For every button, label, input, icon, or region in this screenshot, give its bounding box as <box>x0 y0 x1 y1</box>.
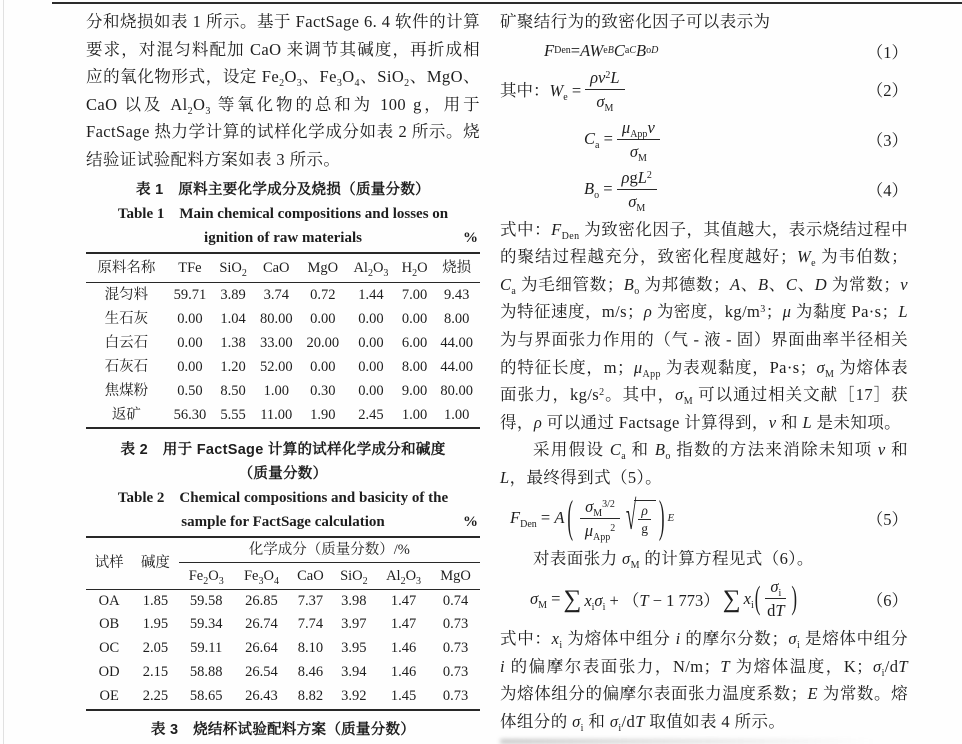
table-cell: 44.00 <box>440 358 473 375</box>
table-cell: 0.30 <box>310 382 336 399</box>
table-cell: 8.46 <box>297 663 324 680</box>
table-cell: 石灰石 <box>104 358 149 375</box>
table-cell: 0.00 <box>310 358 336 375</box>
table-cell: 1.85 <box>142 592 169 609</box>
table-cell: OE <box>99 687 119 704</box>
table-cell: 0.00 <box>358 334 384 351</box>
equation-body: F Den = AW e B C a C B o D <box>544 40 659 60</box>
table-cell: 26.74 <box>245 616 278 633</box>
column-header: 烧损 <box>433 253 480 283</box>
column-header: $Al_2O_3$ <box>346 253 396 283</box>
table-row <box>86 613 480 637</box>
table-row <box>86 282 480 307</box>
table-cell: 1.38 <box>220 334 246 351</box>
equation-number: （6） <box>866 590 908 610</box>
table-cell: 1.95 <box>142 616 169 633</box>
fraction-denominator: $\sigma_M$ <box>628 191 646 214</box>
equation-1 <box>500 39 908 63</box>
spanner-header: 化学成分（质量分数）/% <box>179 537 480 563</box>
equation-lhs: $\sigma_M$ = <box>530 588 561 611</box>
table1-caption-en-line2 <box>86 226 480 250</box>
table-cell: 3.74 <box>263 286 289 303</box>
table-cell: 7.00 <box>401 286 428 303</box>
table-cell: 7.37 <box>297 592 324 609</box>
equation-6 <box>500 575 908 622</box>
summation-sign: ∑ <box>722 585 741 613</box>
table-cell: 1.46 <box>390 640 417 657</box>
column-header: SiO$_2$ <box>332 562 376 589</box>
fraction <box>617 167 657 212</box>
table-cell: 0.73 <box>442 663 469 680</box>
table-cell: 2.15 <box>142 663 169 680</box>
table-row <box>86 589 480 613</box>
table-cell: 8.00 <box>444 310 470 327</box>
lead-sentence: 矿聚结行为的致密化因子可以表示为 <box>500 12 771 31</box>
table-cell: 26.43 <box>245 687 278 704</box>
table-cell: 3.94 <box>341 663 367 680</box>
right-parenthesis: ) <box>791 579 797 616</box>
table-cell: 1.00 <box>444 406 470 423</box>
left-column <box>86 8 480 744</box>
table-cell: 56.30 <box>173 406 207 423</box>
summation-sign: ∑ <box>563 585 582 613</box>
table-cell: 11.00 <box>260 406 293 423</box>
caption-text: ignition of raw materials <box>204 229 362 246</box>
table-cell: 1.00 <box>401 406 428 423</box>
table-cell: 3.98 <box>341 592 367 609</box>
table-row <box>86 307 480 331</box>
table1-captions <box>86 178 480 250</box>
table-cell: 8.82 <box>297 687 324 704</box>
table-header-row <box>86 537 480 563</box>
left-parenthesis: ( <box>567 491 574 543</box>
table-cell: 0.00 <box>177 334 203 351</box>
table-cell: 白云石 <box>104 334 149 351</box>
radical-sign: √ <box>625 494 637 540</box>
column-header: SiO$_2$ <box>213 253 253 283</box>
assumption-paragraph: 采用假设 $C_a$ 和 $B_o$ 指数的方法来消除未知项 v 和 L，最终得到式（5）。 <box>500 440 909 487</box>
table-cell: 1.90 <box>310 406 336 423</box>
table-cell: 52.00 <box>259 358 293 375</box>
table-cell: 1.47 <box>390 616 417 633</box>
symbols-paragraph: 式中：$F_{Den}$ 为致密化因子，其值越大，表示烧结过程中的聚结过程越充分，致密化程度越好；$W_e$ 为韦伯数；$C_a$ 为毛细管数；$B_o$ 为邦德数；A、B、C、D 为常数；v 为特征速度，m/s；ρ 为密度，$kg/m^3$；μ 为黏度 Pa·s；L 为与界面张力作用的（气 - 液 - 固）界面曲率半径相关的特征长度，m；$\mu_{App}$ 为表观黏度，Pa·s；$\sigma_M$ 为熔体表面张力，$kg/s^2$。其中，$\sigma_M$ 可以通过相关文献［17］获得，ρ 可以通过 Factsage 计算得到，v 和 L 是未知项。 <box>500 219 909 432</box>
table-cell: 生石灰 <box>104 310 149 327</box>
fraction <box>765 576 786 621</box>
table-cell: 59.71 <box>173 286 207 303</box>
table1-body <box>86 282 480 428</box>
table-row <box>86 331 480 355</box>
page-edge-line <box>3 0 4 744</box>
table-cell: 0.00 <box>177 310 203 327</box>
equation-2 <box>500 66 908 113</box>
table-cell: 0.00 <box>177 358 203 375</box>
cut-off-text-smudge <box>500 739 875 744</box>
fraction-numerator: $\sigma_i$ <box>765 576 786 599</box>
table-cell: 1.47 <box>390 592 417 609</box>
two-column-layout <box>86 8 908 744</box>
table-cell: 0.00 <box>310 310 336 327</box>
column-header: 碱度 <box>132 537 178 590</box>
table-cell: 0.50 <box>177 382 203 399</box>
table-cell: 1.45 <box>390 687 417 704</box>
table-cell: 0.00 <box>358 382 384 399</box>
table-cell: 混匀料 <box>104 286 149 303</box>
left-parenthesis: ( <box>754 579 761 616</box>
table-cell: 7.74 <box>297 616 324 633</box>
table1-header <box>86 253 480 283</box>
table-cell: 3.97 <box>341 616 367 633</box>
terms-paragraph: 式中：$x_i$ 为熔体中组分 i 的摩尔分数；$\sigma_i$ 是熔体中组分 i 的偏摩尔表面张力，N/m；T 为熔体温度，K；$\sigma_i/dT$ 为熔体组分的偏摩尔表面张力温度系数；E 为常数。熔体组分的 $\sigma_i$ 和 $\sigma_i/dT$ 取值如表 4 所示。 <box>500 629 908 734</box>
column-header: $Fe_2O_3$ <box>179 562 234 589</box>
fraction-denominator: dT <box>767 601 785 621</box>
equation-lhs: 其中：$W_e$ = <box>500 81 582 104</box>
table-cell: OA <box>98 592 120 609</box>
intro-paragraph: 分和烧损如表 1 所示。基于 FactSage 6. 4 软件的计算要求，对混匀料配加 CaO 来调节其碱度，再折成相应的氧化物形式，设定 $Fe_2O_3$、$Fe_3O_4$、SiO$_2$、MgO、CaO 以及 $Al_2O_3$ 等氧化物的总和为 100 g，用于 FactSage 热力学计算的试样化学成分如表 2 所示。烧结验证试验配料方案如表 3 所示。 <box>86 12 480 169</box>
table2-captions <box>86 438 480 534</box>
equation-body <box>530 575 798 622</box>
right-column <box>500 8 908 744</box>
table-cell: OC <box>99 640 120 657</box>
table-cell: 3.89 <box>220 286 246 303</box>
equation-number: （2） <box>866 81 908 101</box>
table2-caption-en-line1: Table 2 Chemical compositions and basicity of the <box>117 489 449 506</box>
table-cell: OB <box>99 616 120 633</box>
column-header: CaO <box>253 253 300 283</box>
table-cell: 33.00 <box>259 334 293 351</box>
header-divider-rule <box>52 2 962 4</box>
fraction-numerator: $\sigma_M^{3/2}$ <box>580 496 620 519</box>
fraction-denominator: $\sigma_M$ <box>596 91 614 114</box>
table-cell: 焦煤粉 <box>104 382 149 399</box>
table-header-row <box>86 253 480 283</box>
column-header: MgO <box>431 562 480 589</box>
table-1-raw-materials <box>86 252 480 429</box>
radicand <box>634 500 655 537</box>
fraction-numerator: $\rho v^2L$ <box>585 67 624 90</box>
fraction-denominator: $\sigma_M$ <box>629 141 647 164</box>
column-header: MgO <box>300 253 347 283</box>
table-cell: 0.72 <box>310 286 336 303</box>
column-header: $H_2O$ <box>396 253 434 283</box>
equation-body <box>584 116 664 163</box>
table-row <box>86 661 480 685</box>
table-cell: 1.44 <box>358 286 384 303</box>
table-row <box>86 379 480 403</box>
table-cell: 1.04 <box>220 310 246 327</box>
table-cell: 44.00 <box>440 334 473 351</box>
table-cell: 3.92 <box>341 687 367 704</box>
right-parenthesis: ) <box>658 491 665 543</box>
fraction-denominator: g <box>641 520 648 536</box>
column-header: 试样 <box>86 537 132 590</box>
surface-tension-sentence: 对表面张力 $\sigma_M$ 的计算方程见式（6）。 <box>533 548 814 571</box>
table2-body <box>86 589 480 709</box>
table-cell: 0.74 <box>442 592 469 609</box>
table-cell: 返矿 <box>111 406 141 423</box>
column-header: 原料名称 <box>86 253 167 283</box>
equation-lhs: $B_o$ = <box>584 179 613 202</box>
equation-number: （4） <box>866 181 908 201</box>
caption-text: sample for FactSage calculation <box>181 513 385 530</box>
table-cell: 58.65 <box>189 687 223 704</box>
table-cell: 26.85 <box>245 592 278 609</box>
table-cell: 0.73 <box>442 616 469 633</box>
table-cell: 26.54 <box>245 663 278 680</box>
table-cell: 0.73 <box>442 640 469 657</box>
table-cell: 26.64 <box>245 640 278 657</box>
table-cell: 58.88 <box>189 663 223 680</box>
table-cell: 0.00 <box>401 310 428 327</box>
equation-term: $x_i$ <box>743 588 754 611</box>
column-header: $Fe_3O_4$ <box>234 562 289 589</box>
column-header: CaO <box>289 562 332 589</box>
unit-label: % <box>463 229 478 246</box>
equation-number: （5） <box>866 510 908 530</box>
table-cell: 6.00 <box>401 334 428 351</box>
table-cell: 2.05 <box>142 640 169 657</box>
table-cell: 0.00 <box>358 310 384 327</box>
table-cell: 0.73 <box>442 687 469 704</box>
table-cell: 2.25 <box>142 687 169 704</box>
table-cell: 0.00 <box>358 358 384 375</box>
column-header: $Al_2O_3$ <box>376 562 431 589</box>
unit-label: % <box>463 513 478 530</box>
table-cell: 1.20 <box>220 358 246 375</box>
table-cell: 9.00 <box>401 382 428 399</box>
equation-5 <box>500 491 908 543</box>
fraction <box>638 503 650 537</box>
table2-caption-zh-line2: （质量分数） <box>238 465 328 482</box>
table-cell: 9.43 <box>444 286 470 303</box>
table-cell: 3.95 <box>341 640 367 657</box>
equation-lhs: $F_{Den} = A$ <box>510 508 565 531</box>
table-row <box>86 355 480 379</box>
table-cell: 5.55 <box>220 406 246 423</box>
equation-4 <box>500 166 908 213</box>
table-cell: 59.34 <box>189 616 223 633</box>
fraction-denominator: $\mu_{App}^2$ <box>584 520 616 543</box>
table-cell: OD <box>98 663 120 680</box>
table-cell: 59.58 <box>189 592 223 609</box>
table-row <box>86 403 480 428</box>
table-cell: 80.00 <box>440 382 473 399</box>
table-row <box>86 637 480 661</box>
fraction-numerator: $\mu_{App}v$ <box>617 117 660 140</box>
table-cell: 80.00 <box>259 310 293 327</box>
fraction <box>580 496 620 541</box>
table-row <box>86 685 480 710</box>
table2-caption-en-line2 <box>86 510 480 534</box>
fraction-numerator: ρ <box>638 503 650 520</box>
table3-caption-zh: 表 3 烧结杯试验配料方案（质量分数） <box>150 721 416 738</box>
table1-caption-zh: 表 1 原料主要化学成分及烧损（质量分数） <box>136 181 430 198</box>
table-cell: 8.00 <box>401 358 428 375</box>
equation-body <box>584 166 661 213</box>
equation-body: $F_{Den} = A$ ( $\frac{\sigma_M^{3/2}}{\mu_{App}^2}$ √ $\frac{\rho}{g}$ ) E <box>510 495 674 542</box>
fraction <box>585 67 624 112</box>
fraction <box>617 117 660 162</box>
table-cell: 8.50 <box>220 382 246 399</box>
table-cell: 59.11 <box>190 640 223 657</box>
table-cell: 1.00 <box>263 382 289 399</box>
equation-number: （3） <box>866 131 908 151</box>
equation-lhs: $C_a$ = <box>584 129 613 152</box>
table2-header <box>86 537 480 590</box>
table1-caption-en-line1: Table 1 Main chemical compositions and losses on <box>117 205 449 222</box>
equation-term: $x_i\sigma_i + (T - 1$ 773） <box>584 590 720 613</box>
equation-number: （1） <box>866 42 908 62</box>
table-cell: 8.10 <box>297 640 324 657</box>
equation-body <box>500 66 629 113</box>
table-2-sample-compositions <box>86 536 480 711</box>
fraction-numerator: ρgL$^2$ <box>617 167 657 190</box>
table-cell: 20.00 <box>306 334 340 351</box>
equation-3 <box>500 116 908 163</box>
table2-caption-zh-line1: 表 2 用于 FactSage 计算的试样化学成分和碱度 <box>120 441 446 458</box>
table-cell: 2.45 <box>358 406 384 423</box>
table-cell: 1.46 <box>390 663 417 680</box>
column-header: TFe <box>167 253 214 283</box>
